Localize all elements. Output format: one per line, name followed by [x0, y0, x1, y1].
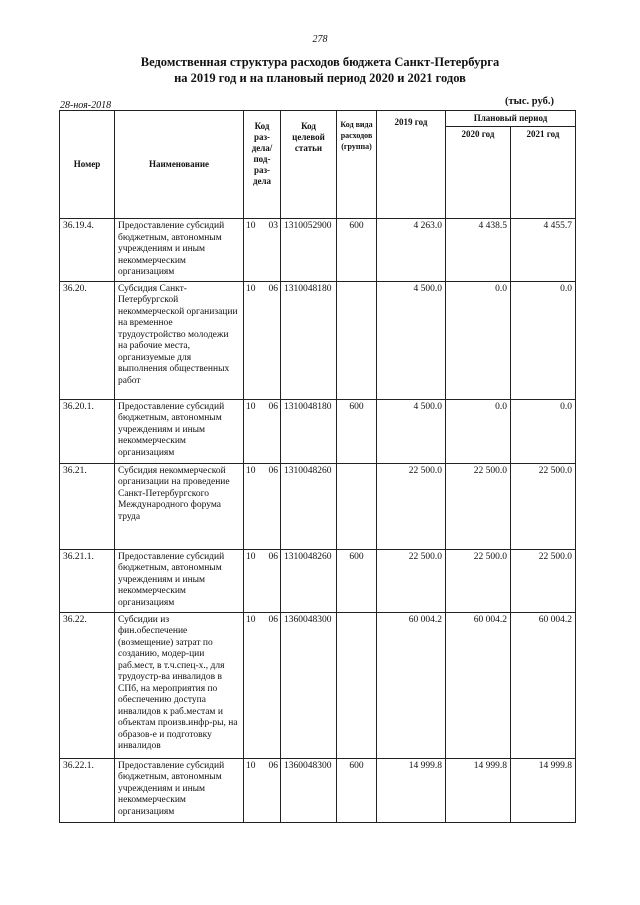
row-2020: 14 999.8 — [446, 758, 511, 822]
row-2021: 22 500.0 — [511, 463, 576, 549]
row-podrazdel: 03 — [262, 219, 281, 282]
row-name: Субсидия Санкт-Петербургской некоммерческой организации на временное трудоустройство молодежи на рабочие места, организуемые для выполнения общественных работ — [115, 281, 244, 399]
row-podrazdel: 06 — [262, 612, 281, 758]
header-vid: Код вида расходов (группа) — [337, 111, 377, 219]
row-vid — [337, 281, 377, 399]
row-vid: 600 — [337, 758, 377, 822]
table-row — [60, 399, 576, 463]
header-2021: 2021 год — [511, 127, 576, 219]
row-2019: 4 500.0 — [377, 399, 446, 463]
table-row — [60, 463, 576, 549]
budget-table — [59, 110, 576, 823]
document-date: 28-ноя-2018 — [60, 100, 112, 111]
table-row — [60, 281, 576, 399]
row-target: 1360048300 — [281, 758, 337, 822]
row-2021: 22 500.0 — [511, 549, 576, 612]
row-number: 36.21.1. — [60, 549, 115, 612]
title-line-1: Ведомственная структура расходов бюджета Санкт-Петербурга — [140, 55, 500, 69]
row-razdel: 10 — [244, 758, 262, 822]
row-target: 1310048180 — [281, 281, 337, 399]
row-podrazdel: 06 — [262, 758, 281, 822]
row-vid: 600 — [337, 399, 377, 463]
table-row — [60, 612, 576, 758]
row-vid — [337, 463, 377, 549]
row-razdel: 10 — [244, 399, 262, 463]
row-2021: 0.0 — [511, 281, 576, 399]
row-number: 36.21. — [60, 463, 115, 549]
header-2020: 2020 год — [446, 127, 511, 219]
row-2019: 22 500.0 — [377, 549, 446, 612]
row-vid: 600 — [337, 219, 377, 282]
row-razdel: 10 — [244, 549, 262, 612]
row-2019: 4 263.0 — [377, 219, 446, 282]
row-name: Предоставление субсидий бюджетным, автономным учреждениям и иным некоммерческим организациям — [115, 549, 244, 612]
row-razdel: 10 — [244, 463, 262, 549]
row-2019: 60 004.2 — [377, 612, 446, 758]
row-target: 1310052900 — [281, 219, 337, 282]
row-razdel: 10 — [244, 219, 262, 282]
row-2019: 22 500.0 — [377, 463, 446, 549]
row-number: 36.19.4. — [60, 219, 115, 282]
header-plan-period: Плановый период — [446, 111, 576, 127]
row-podrazdel: 06 — [262, 281, 281, 399]
header-name: Наименование — [115, 111, 244, 219]
row-podrazdel: 06 — [262, 549, 281, 612]
row-razdel: 10 — [244, 281, 262, 399]
table-row — [60, 549, 576, 612]
row-2019: 4 500.0 — [377, 281, 446, 399]
row-name: Субсидия некоммерческой организации на проведение Санкт-Петербургского Международного форума труда — [115, 463, 244, 549]
row-podrazdel: 06 — [262, 463, 281, 549]
header-2019: 2019 год — [377, 111, 446, 219]
table-row — [60, 758, 576, 822]
row-podrazdel: 06 — [262, 399, 281, 463]
row-number: 36.22.1. — [60, 758, 115, 822]
row-vid — [337, 612, 377, 758]
table-row — [60, 219, 576, 282]
row-2020: 0.0 — [446, 399, 511, 463]
row-number: 36.22. — [60, 612, 115, 758]
document-title — [0, 54, 640, 86]
row-vid: 600 — [337, 549, 377, 612]
row-2020: 60 004.2 — [446, 612, 511, 758]
header-target: Код целевой статьи — [281, 111, 337, 219]
row-name: Предоставление субсидий бюджетным, автономным учреждениям и иным некоммерческим организациям — [115, 399, 244, 463]
row-target: 1360048300 — [281, 612, 337, 758]
title-line-2: на 2019 год и на плановый период 2020 и 2021 годов — [174, 71, 466, 85]
header-number: Номер — [60, 111, 115, 219]
row-2020: 22 500.0 — [446, 549, 511, 612]
row-target: 1310048180 — [281, 399, 337, 463]
row-name: Субсидии из фин.обеспечение (возмещение) затрат по созданию, модер-ции раб.мест, в т.ч.спец-х., для трудоустр-ва инвалидов в СПб, на мероприятия по обеспечению доступа инвалидов к раб.местам и объектам произв.инфр-ры, на образов-е и подготовку инвалидов — [115, 612, 244, 758]
row-target: 1310048260 — [281, 463, 337, 549]
row-2019: 14 999.8 — [377, 758, 446, 822]
row-2021: 60 004.2 — [511, 612, 576, 758]
header-razdel: Код раз-дела/ под-раз-дела — [244, 111, 281, 219]
row-number: 36.20. — [60, 281, 115, 399]
row-2020: 22 500.0 — [446, 463, 511, 549]
row-number: 36.20.1. — [60, 399, 115, 463]
row-2021: 4 455.7 — [511, 219, 576, 282]
row-2020: 0.0 — [446, 281, 511, 399]
row-razdel: 10 — [244, 612, 262, 758]
row-name: Предоставление субсидий бюджетным, автономным учреждениям и иным некоммерческим организациям — [115, 219, 244, 282]
units-label: (тыс. руб.) — [505, 96, 554, 107]
row-target: 1310048260 — [281, 549, 337, 612]
page-number: 278 — [312, 34, 328, 45]
row-name: Предоставление субсидий бюджетным, автономным учреждениям и иным некоммерческим организациям — [115, 758, 244, 822]
row-2021: 0.0 — [511, 399, 576, 463]
row-2021: 14 999.8 — [511, 758, 576, 822]
row-2020: 4 438.5 — [446, 219, 511, 282]
